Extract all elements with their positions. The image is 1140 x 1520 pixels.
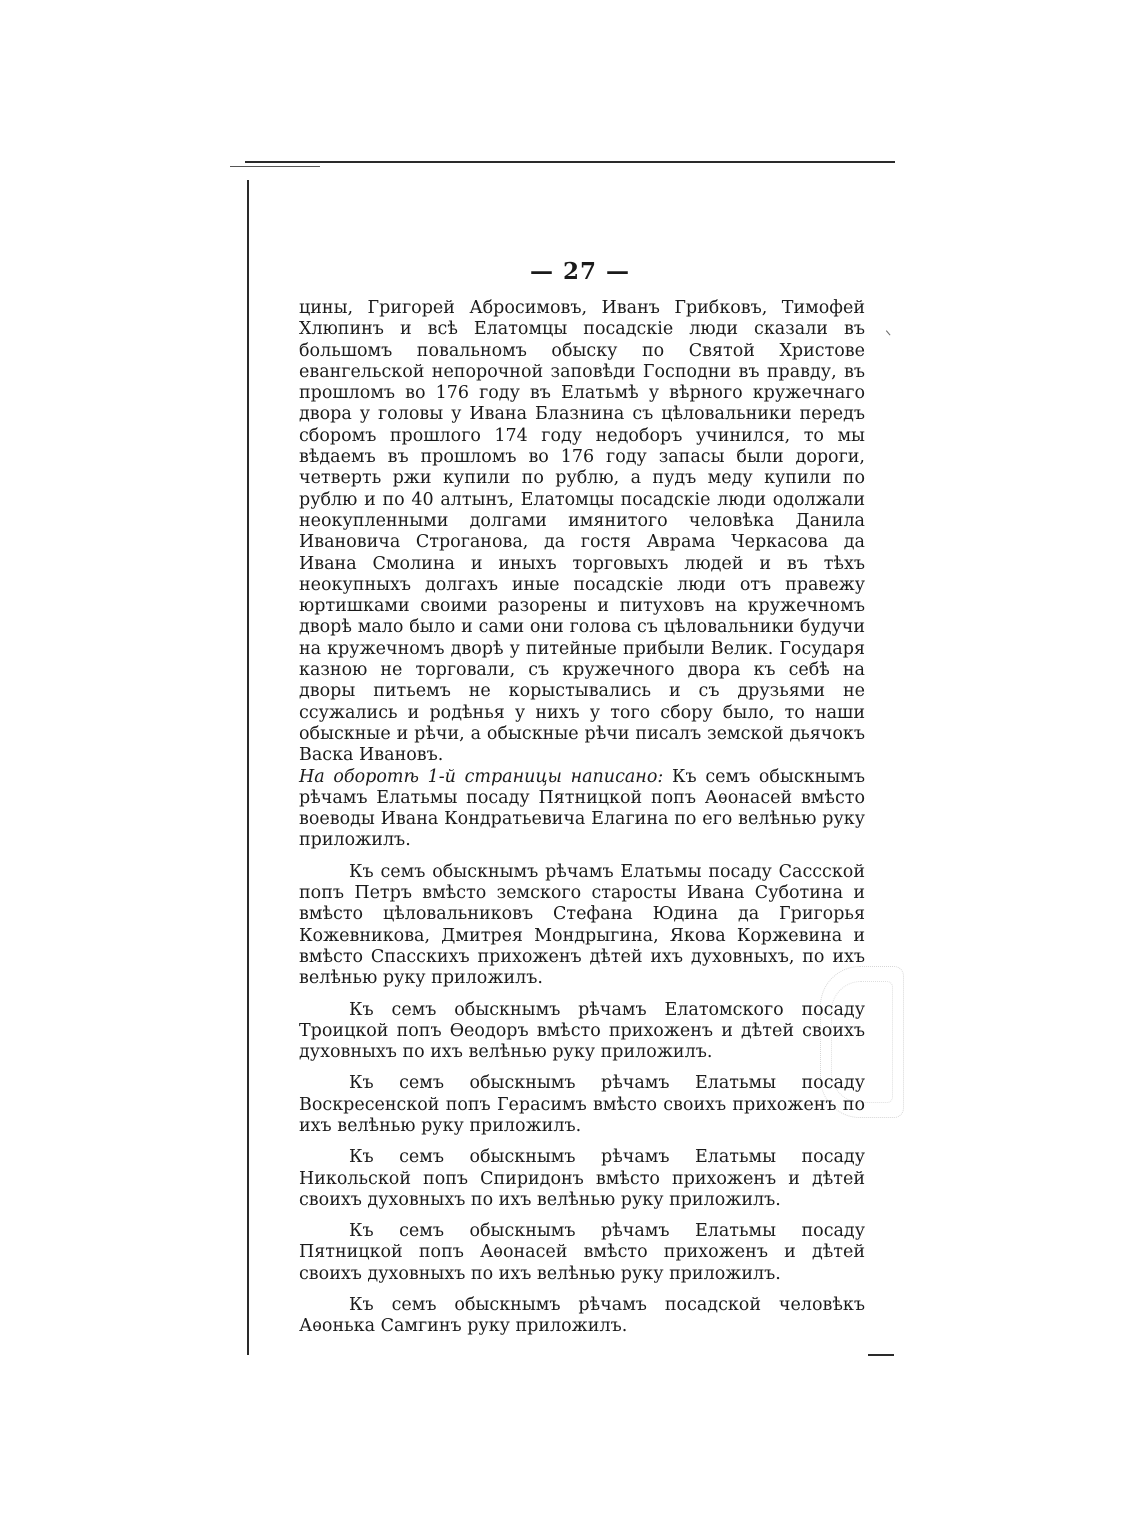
entry-paragraph: Къ семъ обыскнымъ рѣчамъ посадской человѣкъ Аѳонька Самгинъ руку приложилъ. (299, 1295, 865, 1337)
entry-paragraph: Къ семъ обыскнымъ рѣчамъ Елатомского посаду Троицкой попъ Ѳеодоръ вмѣсто прихоженъ и дѣтей своихъ духовныхъ по ихъ велѣнью руку приложилъ. (299, 999, 865, 1063)
note-text: Къ семъ обыскнымъ рѣчамъ Елатьмы посаду Пятницкой попъ Аѳонасей вмѣсто воеводы Ивана Кондратьевича Елагина по его велѣнью руку приложилъ. (299, 766, 865, 851)
top-rule (245, 161, 895, 163)
main-paragraph: цины, Григорей Абросимовъ, Иванъ Грибковъ, Тимофей Хлюпинъ и всѣ Елатомцы посадскіе люди сказали въ большомъ повальномъ обыску по Святой Христове евангельской непорочной заповѣди Господни въ правду, въ прошломъ во 176 году въ Елатьмѣ у вѣрного кружечнаго двора у головы у Ивана Блазнина съ цѣловальники передъ сборомъ прошлого 174 году недоборъ учинился, то мы вѣдаемъ въ прошломъ во 176 году запасы были дороги, четверть ржи купили по рублю, а пудъ меду купили по рублю и по 40 алтынъ, Елатомцы посадскіе люди одолжали неокупленными долгами имянитого человѣка Данила Ивановича Строганова, да гостя Аврама Черкасова да Ивана Смолина и иныхъ торговыхъ людей и въ тѣхъ неокупныхъ долгахъ иные посадскіе люди отъ правежу юртишками своими разорены и питуховъ на кружечномъ дворѣ мало было и сами они голова съ цѣловальники будучи на кружечномъ дворѣ у питейные прибыли Велик. Государя казною не торговали, съ кружечного двора къ себѣ на дворы питьемъ не корыстывались и съ друзьями не ссужались и родѣнья у нихъ у того сбору было, то наши обыскные и рѣчи, а обыскные рѣчи писалъ земской дьячокъ Васка Ивановъ. (299, 298, 865, 766)
bottom-mark (868, 1354, 894, 1356)
left-margin-line (247, 180, 249, 1355)
entry-paragraph: Къ семъ обыскнымъ рѣчамъ Елатьмы посаду Сассской попъ Петръ вмѣсто земского старосты Ивана Суботина и вмѣсто цѣловальниковъ Стефана Юдина да Григорья Кожевникова, Дмитрея Мондрыгина, Якова Коржевина и вмѣсто Спасскихъ прихоженъ дѣтей ихъ духовныхъ, по ихъ велѣнью руку приложилъ. (299, 861, 865, 989)
page-number: — 27 — (529, 258, 631, 285)
top-rule-short (230, 166, 320, 167)
margin-tick-mark (886, 326, 895, 335)
entry-paragraph: Къ семъ обыскнымъ рѣчамъ Елатьмы посаду Пятницкой попъ Аѳонасей вмѣсто прихоженъ и дѣтей своихъ духовныхъ по ихъ велѣнью руку приложилъ. (299, 1221, 865, 1284)
body-text (299, 298, 865, 1338)
entry-paragraph: Къ семъ обыскнымъ рѣчамъ Елатьмы посаду Никольской попъ Спиридонъ вмѣсто прихоженъ и дѣтей своихъ духовныхъ по ихъ велѣнью руку приложилъ. (299, 1147, 865, 1210)
entry-paragraph: Къ семъ обыскнымъ рѣчамъ Елатьмы посаду Воскресенской попъ Герасимъ вмѣсто своихъ прихоженъ по ихъ велѣнью руку приложилъ. (299, 1073, 865, 1136)
note-paragraph (299, 767, 865, 852)
note-label: На оборотѣ 1-й страницы написано: (299, 766, 664, 787)
